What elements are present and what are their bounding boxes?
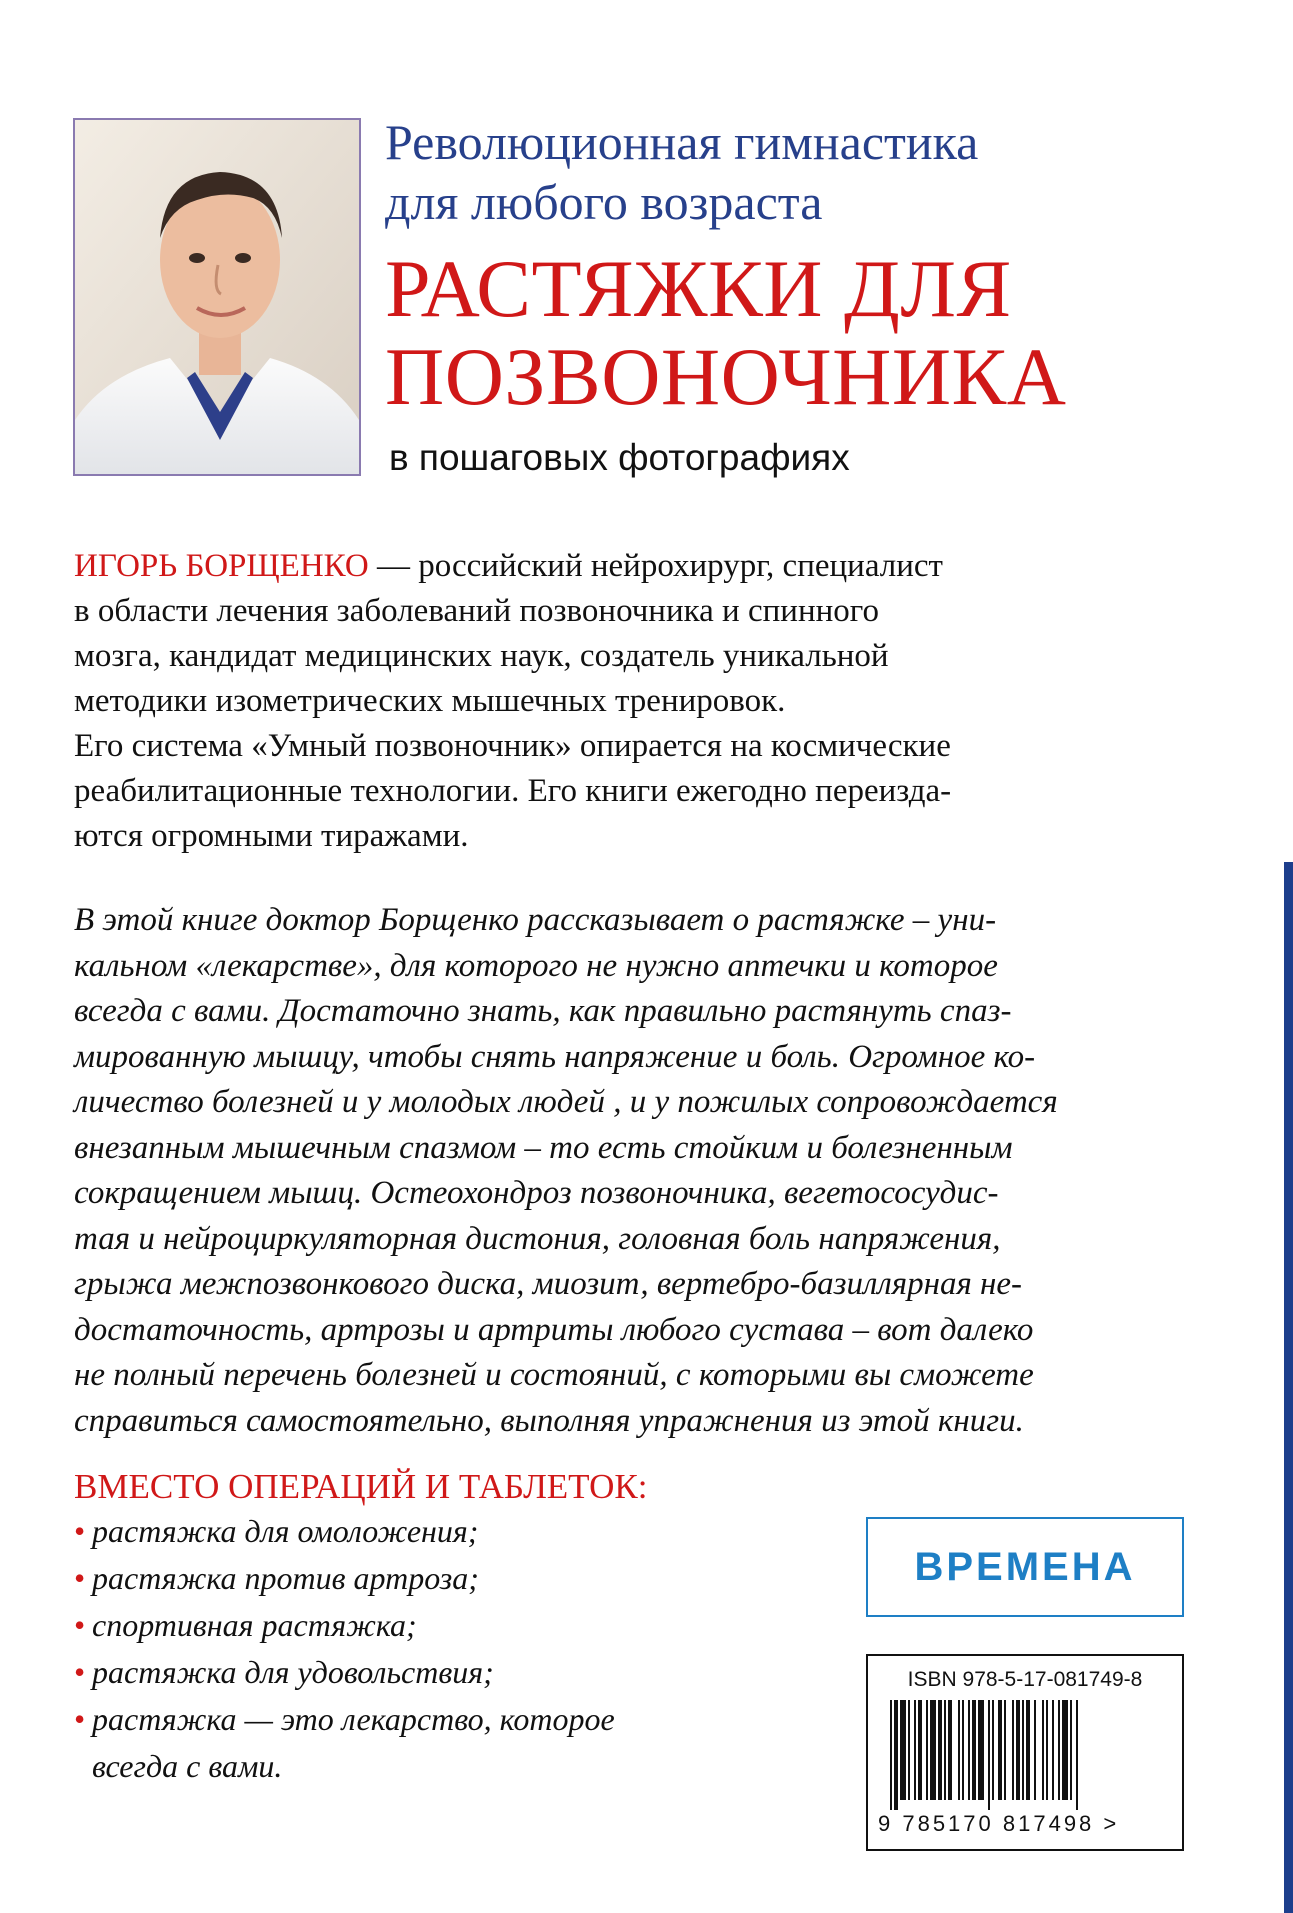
list-item-continuation: всегда с вами.: [92, 1748, 283, 1784]
barcode-bar: [1052, 1700, 1054, 1800]
bio-line: в области лечения заболеваний позвоночника и спинного: [74, 593, 879, 629]
author-bio: [74, 544, 1239, 859]
barcode-bar: [1076, 1700, 1078, 1810]
series-subtitle: [385, 112, 1265, 232]
title-line-2: ПОЗВОНОЧНИКА: [385, 331, 1067, 422]
barcode-bar: [914, 1700, 916, 1800]
barcode-bar: [1026, 1700, 1030, 1800]
list-item: • растяжка против артроза;: [74, 1555, 794, 1602]
barcode-bar: [968, 1700, 970, 1800]
bio-line-1: ИГОРЬ БОРЩЕНКО — российский нейрохирург, специалист: [74, 548, 943, 584]
bio-line: Его система «Умный позвоночник» опирается на космические: [74, 728, 951, 764]
description-line: сокращением мышц. Остеохондроз позвоночника, вегетососудис-: [74, 1175, 999, 1211]
description-line: В этой книге доктор Борщенко рассказывает о растяжке – уни-: [74, 902, 997, 938]
author-name: ИГОРЬ БОРЩЕНКО: [74, 548, 369, 584]
barcode-bar: [958, 1700, 960, 1800]
description-line: достаточность, артрозы и артриты любого сустава – вот далеко: [74, 1311, 1034, 1348]
barcode-digits: 9 785170 817498 >: [878, 1811, 1120, 1836]
barcode-bar: [918, 1700, 922, 1800]
barcode-bar: [1070, 1700, 1072, 1800]
description-line: внезапным мышечным спазмом – то есть стойким и болезненным: [74, 1129, 1013, 1166]
barcode-bar: [926, 1700, 928, 1800]
description-line: тая и нейроциркуляторная дистония, головная боль напряжения,: [74, 1220, 1001, 1257]
barcode-bar: [1016, 1700, 1020, 1800]
barcode-bar: [948, 1700, 952, 1800]
barcode-bar: [1022, 1700, 1024, 1800]
barcode-bar: [938, 1700, 942, 1800]
list-item: • спортивная растяжка;: [74, 1602, 794, 1649]
description-line: всегда с вами. Достаточно знать, как правильно растянуть спаз-: [74, 993, 1012, 1029]
bullet-icon: •: [74, 1560, 86, 1596]
barcode-bar: [972, 1700, 976, 1800]
barcode-bar: [1062, 1700, 1068, 1800]
isbn-label: ISBN 978-5-17-081749-8: [907, 1668, 1143, 1691]
bullet-icon: •: [74, 1513, 86, 1549]
barcode-bar: [1042, 1700, 1044, 1800]
barcode-bar: [992, 1700, 994, 1800]
subtitle-line-2: для любого возраста: [385, 174, 823, 230]
spine-edge-bar: [1284, 862, 1293, 1913]
publisher-logo: ВРЕМЕНА: [866, 1517, 1184, 1617]
barcode-bar: [894, 1700, 898, 1810]
description-line: личество болезней и у молодых людей , и у пожилых сопровождается: [74, 1084, 1058, 1120]
bullet-icon: •: [74, 1607, 86, 1643]
list-item: • растяжка для удовольствия;: [74, 1649, 794, 1696]
bio-line: реабилитационные технологии. Его книги ежегодно переизда-: [74, 773, 952, 809]
barcode-bar: [1012, 1700, 1014, 1800]
barcode-bar: [988, 1700, 990, 1810]
benefits-list: [74, 1508, 794, 1790]
bullet-icon: •: [74, 1654, 86, 1690]
title-line-1: РАСТЯЖКИ ДЛЯ: [385, 243, 1012, 334]
barcode-bar: [890, 1700, 892, 1810]
description-line: не полный перечень болезней и состояний, с которыми вы сможете: [74, 1357, 1034, 1393]
barcode-bar: [998, 1700, 1002, 1800]
author-photo: [73, 118, 361, 476]
barcode-bar: [900, 1700, 906, 1800]
bio-line: методики изометрических мышечных тренировок.: [74, 683, 786, 719]
barcode-bar: [1004, 1700, 1006, 1800]
description-line: грыжа межпозвонкового диска, миозит, вертебро-базиллярная не-: [74, 1266, 1023, 1302]
barcode-bar: [1046, 1700, 1048, 1800]
barcode-bar: [1058, 1700, 1060, 1800]
description-line: кальном «лекарстве», для которого не нужно аптечки и которое: [74, 947, 998, 984]
book-title: [385, 245, 1285, 421]
barcode-icon: [890, 1700, 1164, 1810]
barcode-bar: [978, 1700, 984, 1800]
subtitle-line-1: Революционная гимнастика: [385, 114, 979, 170]
bio-line: ются огромными тиражами.: [74, 818, 469, 854]
barcode-bar: [944, 1700, 946, 1800]
tagline: в пошаговых фотографиях: [389, 437, 850, 478]
benefits-heading: ВМЕСТО ОПЕРАЦИЙ И ТАБЛЕТОК:: [74, 1467, 648, 1506]
barcode-bar: [908, 1700, 910, 1800]
list-item: • растяжка для омоложения;: [74, 1508, 794, 1555]
barcode-bar: [930, 1700, 936, 1800]
bullet-icon: •: [74, 1701, 86, 1737]
list-item: • растяжка — это лекарство, которое всегда с вами.: [74, 1696, 794, 1790]
book-description: [74, 898, 1239, 1444]
barcode-bar: [962, 1700, 964, 1800]
description-line: справиться самостоятельно, выполняя упражнения из этой книги.: [74, 1402, 1024, 1439]
isbn-barcode-block: [866, 1654, 1184, 1851]
description-line: мированную мышцу, чтобы снять напряжение и боль. Огромное ко-: [74, 1038, 1036, 1075]
bio-line: мозга, кандидат медицинских наук, создатель уникальной: [74, 638, 889, 674]
barcode-bar: [1034, 1700, 1036, 1800]
